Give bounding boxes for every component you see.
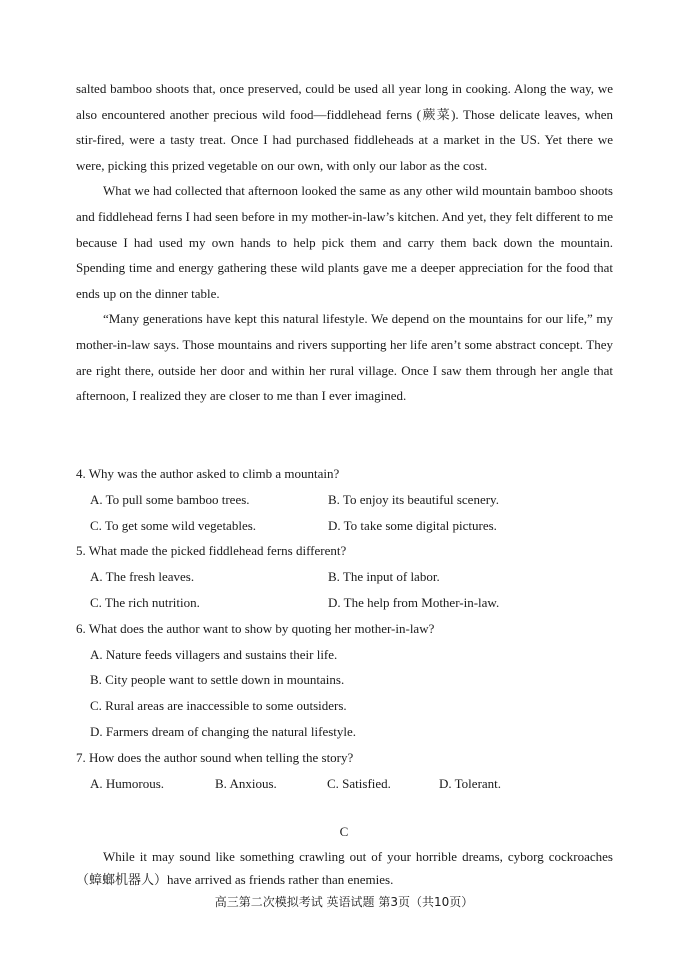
question-4-options-row-2 — [76, 513, 613, 539]
question-4-option-b: B. To enjoy its beautiful scenery. — [328, 491, 499, 507]
question-5-options-row-2 — [76, 590, 613, 616]
passage-paragraph-2: What we had collected that afternoon looked the same as any other wild mountain bamboo shoots and fiddlehead ferns I had seen before in my mother-in-law’s kitchen. And yet, they felt different to me because I had used my own hands to help pick them and carry them back down the mountain. Spending time and energy gathering these wild plants gave me a deeper appreciation for the food that ends up on the dinner table. — [76, 183, 613, 301]
question-4-options-row-1 — [76, 487, 613, 513]
question-5-option-b: B. The input of labor. — [328, 569, 440, 585]
question-6-stem: 6. What does the author want to show by quoting her mother-in-law? — [76, 620, 435, 636]
question-4-option-d: D. To take some digital pictures. — [328, 517, 497, 533]
question-7-stem: 7. How does the author sound when telling the story? — [76, 749, 354, 765]
section-c-heading: C — [339, 824, 349, 839]
question-7-option-c: C. Satisfied. — [327, 775, 391, 791]
question-7-option-a: A. Humorous. — [90, 775, 165, 791]
question-5-options-row-1 — [76, 564, 613, 590]
question-5-stem: 5. What made the picked fiddlehead ferns different? — [76, 543, 347, 559]
question-6-option-c: C. Rural areas are inaccessible to some outsiders. — [90, 698, 347, 714]
passage-paragraph-3: “Many generations have kept this natural lifestyle. We depend on the mountains for our life,” my mother-in-law says. Those mountains and rivers supporting her life aren’t some abstract concept. They are right there, outside her door and within her rural village. Once I saw them through her angle that afternoon, I realized they are closer to me than I ever imagined. — [76, 311, 613, 404]
question-7-options-row — [76, 771, 613, 797]
page-footer: 高三第二次模拟考试 英语试题 第3页（共10页） — [214, 895, 474, 909]
question-4-stem: 4. Why was the author asked to climb a mountain? — [76, 466, 340, 481]
question-5-option-c: C. The rich nutrition. — [90, 594, 200, 610]
section-c-intro — [76, 845, 613, 891]
question-5-option-d: D. The help from Mother-in-law. — [328, 594, 500, 610]
passage-body — [76, 76, 613, 409]
passage-paragraph-1: salted bamboo shoots that, once preserved, could be used all year long in cooking. Along the way, we also encountered another precious wild food—fiddlehead ferns (蕨菜). Those delicate leaves, when stir-fired, were a tasty treat. Once I had purchased fiddleheads at a market in the US. Yet there we were, picking this prized vegetable on our own, with only our labor as the cost. — [76, 81, 613, 173]
question-6-option-a: A. Nature feeds villagers and sustains their life. — [90, 646, 338, 662]
question-5-option-a: A. The fresh leaves. — [90, 569, 195, 585]
question-6-option-b: B. City people want to settle down in mountains. — [90, 672, 345, 688]
section-c-intro-text: While it may sound like something crawling out of your horrible dreams, cyborg cockroaches（蟑螂机器人）have arrived as friends rather than enemies. — [76, 849, 613, 887]
question-6-option-d: D. Farmers dream of changing the natural lifestyle. — [90, 723, 357, 739]
question-7-option-d: D. Tolerant. — [439, 775, 502, 791]
question-4-option-a: A. To pull some bamboo trees. — [90, 491, 250, 507]
questions-section — [76, 461, 613, 796]
question-4-option-c: C. To get some wild vegetables. — [90, 517, 257, 533]
question-7-option-b: B. Anxious. — [215, 775, 277, 791]
